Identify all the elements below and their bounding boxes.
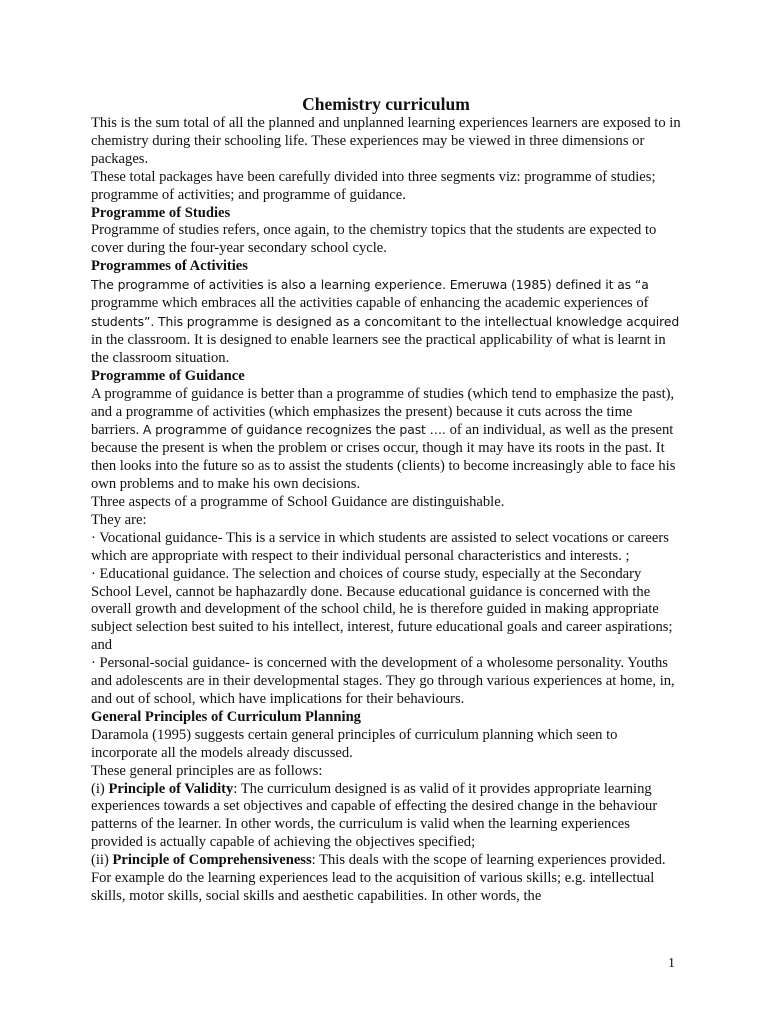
activities-line-3: students”. This programme is designed as a concomitant to the intellectual knowledge acquired — [91, 313, 680, 329]
they-are-line: They are: — [91, 511, 147, 528]
intro-paragraph-2: These total packages have been carefully divided into three segments viz: programme of studies; programme of activities; and programme of guidance. — [91, 168, 656, 203]
activities-line-4: in the classroom. It is designed to enable learners see the practical applicability of what is learnt in the classroom situation. — [91, 331, 666, 366]
heading-programme-of-studies: Programme of Studies — [91, 204, 231, 221]
principle-validity-number: (i) — [91, 780, 109, 797]
principles-paragraph: Daramola (1995) suggests certain general principles of curriculum planning which seen to incorporate all the models already discussed. — [91, 726, 618, 761]
principle-comprehensiveness — [91, 852, 681, 906]
activities-line-1: The programme of activities is also a learning experience. Emeruwa (1985) defined it as “a — [91, 277, 649, 293]
principle-comprehensiveness-label: Principle of Comprehensiveness — [112, 852, 312, 869]
list-item-personal-social: · Personal-social guidance- is concerned with the development of a wholesome personality. Youths and adolescents are in their developmental stages. They go through various experiences at home, in, and out of school, which have implications for their behaviours. — [91, 655, 675, 707]
guidance-text-a: A programme of guidance is better than a programme of studies (which tend to emphasize the past), and a programme of activities (which emphasizes the present) because it cuts across the time barriers. — [91, 385, 675, 439]
activities-paragraph — [91, 276, 681, 368]
heading-programme-of-guidance: Programme of Guidance — [91, 367, 245, 384]
list-item-educational: · Educational guidance. The selection and choices of course study, especially at the Secondary School Level, cannot be haphazardly done. Because educational guidance is concerned with the overall growth and development of the school child, he is therefore guided in making appropriate subject selection best suited to his intellect, interest, future educational goals and career aspirations; and — [91, 565, 673, 654]
three-aspects-line: Three aspects of a programme of School Guidance are distinguishable. — [91, 494, 505, 511]
heading-programmes-of-activities: Programmes of Activities — [91, 258, 248, 275]
page-number: 1 — [668, 956, 675, 971]
principle-validity — [91, 781, 681, 853]
guidance-paragraph — [91, 386, 681, 494]
heading-general-principles: General Principles of Curriculum Planning — [91, 708, 361, 725]
principle-validity-text: : The curriculum designed is as valid of it provides appropriate learning experiences towards a set objectives and capable of effecting the desired change in the behaviour patterns of the learner. In other words, the curriculum is valid when the learning experiences provided is actually capable of achieving the objectives specified; — [91, 780, 658, 851]
principle-validity-label: Principle of Validity — [108, 780, 234, 797]
activities-line-2: programme which embraces all the activities capable of enhancing the academic experiences of — [91, 295, 649, 312]
principle-comprehensiveness-number: (ii) — [91, 852, 113, 869]
document-title: Chemistry curriculum — [302, 94, 470, 114]
guidance-text-b: of an individual, as well as the present because the present is when the problem or crises occur, though it may have its roots in the past. It then looks into the future so as to assist the students (clients) to become increasingly able to face his own problems and to make his own decisions. — [91, 422, 676, 493]
list-item-vocational: · Vocational guidance- This is a service in which students are assisted to select vocations or careers which are appropriate with respect to their individual personal characteristics and interests. ; — [91, 529, 669, 564]
guidance-text-alt: A programme of guidance recognizes the past …. — [142, 422, 450, 438]
these-general-line: These general principles are as follows: — [91, 762, 323, 779]
intro-paragraph-1: This is the sum total of all the planned and unplanned learning experiences learners are exposed to in chemistry during their schooling life. These experiences may be viewed in three dimensions or packages. — [91, 115, 681, 167]
studies-paragraph: Programme of studies refers, once again, to the chemistry topics that the students are expected to cover during the four-year secondary school cycle. — [91, 222, 657, 257]
principle-comprehensiveness-text: : This deals with the scope of learning experiences provided. For example do the learning experiences lead to the acquisition of various skills; e.g. intellectual skills, motor skills, social skills and aesthetic capabilities. In other words, the — [91, 852, 666, 904]
document-page — [91, 93, 681, 906]
